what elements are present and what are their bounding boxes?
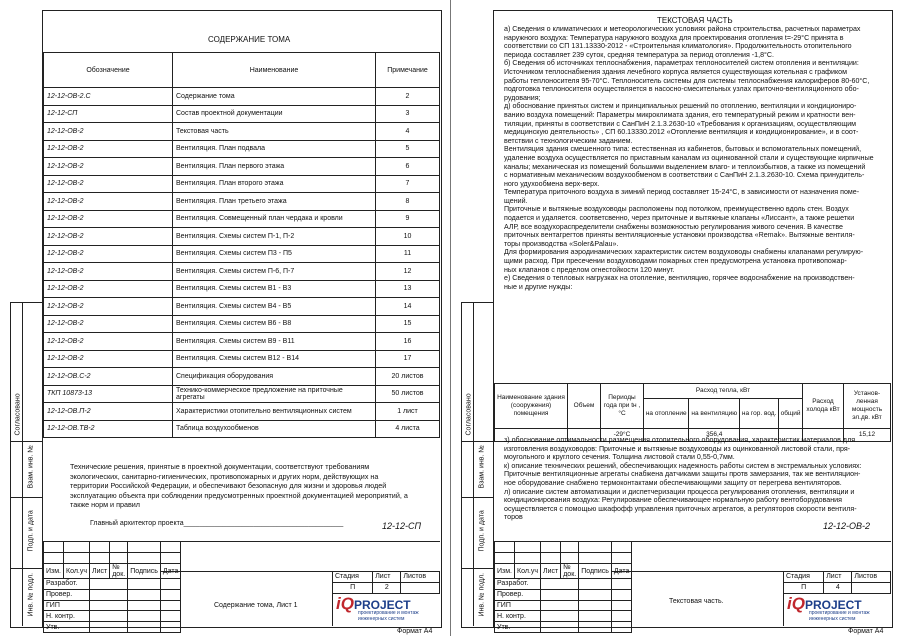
architect-line: Главный архитектор проекта_________________________________________	[90, 520, 344, 527]
row-designation: 12-12-ОВ-2	[44, 263, 173, 281]
text-line: ных клапанов с пределом огнестойкости 120 минут.	[504, 265, 675, 274]
row-name: Вентиляция. Схемы систем В1 - В3	[173, 280, 376, 298]
cell-period: -29°С	[601, 429, 644, 442]
contents-row	[44, 140, 440, 158]
col-cold: Расход холода кВт	[803, 384, 844, 429]
contents-row	[44, 368, 440, 386]
contents-row	[44, 123, 440, 141]
text-line: кондиционирования воздуха: Регулирование обеспечивающее нормальную работу вентоборудования	[504, 496, 842, 505]
change-col-1: Кол.уч	[515, 564, 541, 579]
cell-power: 15,12	[844, 429, 891, 442]
change-col-2: Лист	[541, 564, 561, 579]
text-line: рудования;	[504, 93, 541, 102]
text-line: каналы; механическая из помещений большими выделением влаго- и теплоизбытков, а также из помещений	[504, 162, 866, 171]
format-label: Формат А4	[848, 628, 884, 635]
stage-value: П	[333, 582, 373, 593]
contents-row	[44, 315, 440, 333]
row-name: Таблица воздухообменов	[173, 420, 376, 438]
row-name: Вентиляция. Схемы систем П-6, П-7	[173, 263, 376, 281]
revision-block	[43, 541, 181, 633]
row-name: Вентиляция. Схемы систем В6 - В8	[173, 315, 376, 333]
col-heat-heating: на отопление	[644, 399, 689, 429]
text-line: с нормативным механическим воздухообменом в соответствии с СанПиН 2.1.3.2630-10. Схема принудитель-	[504, 171, 865, 180]
text-line: б) Сведения об источниках теплоснабжения, параметрах теплоносителей систем отопления и вентиляции:	[504, 59, 859, 68]
company-logo	[336, 594, 438, 624]
text-line: ветствии с технологическим заданием.	[504, 136, 633, 145]
doc-code: 12-12-ОВ-2	[823, 521, 871, 531]
role-approved: Утв.	[44, 622, 90, 633]
text-line: Температура приточного воздуха в зимний период составляет 15-24°С, в зависимости от назначения поме-	[504, 188, 860, 197]
row-name: Вентиляция. План третьего этажа	[173, 193, 376, 211]
row-name: Вентиляция. Схемы систем В12 - В14	[173, 350, 376, 368]
contents-row	[44, 280, 440, 298]
row-designation: 12-12-ОВ-2.С	[44, 88, 173, 106]
text-line: ное оборудование снабжено термоконтактами обеспечивающими защиту от перегрева вентиляторов.	[504, 478, 842, 487]
text-line: е) Сведения о тепловых нагрузках на отопление, вентиляцию, горячее водоснабжение на производствен-	[504, 274, 855, 283]
side-inv-zam: Взам. инв. №	[478, 445, 486, 489]
text-line: ного удухообмена верх-верх.	[504, 179, 600, 188]
change-col-4: Подпись	[579, 564, 612, 579]
text-line: АЛР, все воздухораспределители снабжены возможностью регулирования живого сечения. В качестве	[504, 222, 843, 231]
doc-code: 12-12-СП	[382, 521, 422, 531]
row-note: 12	[376, 263, 440, 281]
row-designation: 12-12-ОВ.С-2	[44, 368, 173, 386]
row-name: Вентиляция. План первого этажа	[173, 158, 376, 176]
contents-row	[44, 333, 440, 351]
row-name: Текстовая часть	[173, 123, 376, 141]
row-designation: 12-12-ОВ-2	[44, 210, 173, 228]
side-inv-podl: Инв. № подл.	[478, 572, 486, 617]
stage-value: П	[784, 582, 824, 593]
row-name: Вентиляция. План второго этажа	[173, 175, 376, 193]
logo-main: PROJECT	[804, 598, 862, 612]
row-note: 4	[376, 123, 440, 141]
text-line: удаление воздуха осуществляется по приставным каналам из оцинкованной стали и существующие кирпичные	[504, 153, 874, 162]
logo-sub1: проектирование и монтаж	[358, 610, 419, 616]
text-line: моугольного и круглого сечения. Толщина листовой стали 0,55-0,7мм.	[504, 453, 735, 462]
role-gip: ГИП	[44, 600, 90, 611]
row-note: 14	[376, 298, 440, 316]
row-designation: 12-12-ОВ-2	[44, 315, 173, 333]
text-line: торы производства «Soler&Palau».	[504, 239, 619, 248]
text-line: щими расход. При пресечении воздуховодами пожарных стен предусмотрена установка противопожар-	[504, 257, 847, 266]
row-note: 15	[376, 315, 440, 333]
text-line: л) описание систем автоматизации и диспетчеризации процесса регулирования отопления, вентиляции и	[504, 487, 855, 496]
text-line: Источником теплоснабжения здания лечебного корпуса является существующая котельная с графиком	[504, 67, 847, 76]
side-strip	[10, 302, 43, 628]
text-line: ванию воздуха помещений: Параметры микроклимата здания, его температурный режим и кратности вен-	[504, 110, 856, 119]
text-line: медицинскую деятельность» , СП 60.13330.2012 «Отопление вентиляция и кондиционирование», и в соот-	[504, 128, 859, 137]
doc-name: Содержание тома, Лист 1	[214, 602, 298, 609]
row-name: Спецификация оборудования	[173, 368, 376, 386]
row-note: 13	[376, 280, 440, 298]
row-note: 8	[376, 193, 440, 211]
contents-row	[44, 298, 440, 316]
row-note: 20 листов	[376, 368, 440, 386]
stage-block	[783, 571, 891, 594]
stage-label: Стадия	[784, 572, 824, 583]
header-designation: Обозначение	[44, 53, 173, 88]
row-note: 6	[376, 158, 440, 176]
contents-row	[44, 403, 440, 421]
text-line: периода составляет 239 суток, средняя температура за период отопления -1,8°С.	[504, 50, 774, 59]
compliance-statement: Технические решения, принятые в проектной документации, соответствуют требованиям экологических, санитарно-гигиенических, противопожарных и других норм, действующих на территории Российской Федерации, и обеспечивают безопасную для жизни и здоровья людей эксплуатацию объекта при соблюдении предусмотренных проектной документацией мероприятий, а также норм и правил	[70, 462, 408, 509]
row-name: Состав проектной документации	[173, 105, 376, 123]
contents-title: СОДЕРЖАНИЕ ТОМА	[208, 35, 291, 44]
role-developer: Разработ.	[495, 579, 541, 590]
change-col-3: № док.	[110, 564, 128, 579]
change-col-0: Изм.	[495, 564, 515, 579]
sheets-label: Листов	[852, 572, 891, 583]
text-line: соответствии со СП 131.13330-2012 - «Строительная климатология». Продолжительность отопительного	[504, 42, 852, 51]
contents-row	[44, 228, 440, 246]
text-line: тиляции, приняты в соответствии с СанПиН 2.1.3.2630-10 «Требования к организациям, осуществляющим	[504, 119, 857, 128]
text-title: ТЕКСТОВАЯ ЧАСТЬ	[657, 16, 733, 25]
change-col-5: Дата	[611, 564, 632, 579]
contents-row	[44, 420, 440, 438]
col-heat-total: общий	[779, 399, 803, 429]
col-building: Наименование здания (сооружения) помещения	[495, 384, 568, 429]
text-line: наружного воздуха: Температура наружного воздуха для проектирования отопления t=-29°С принята в	[504, 33, 844, 42]
contents-row	[44, 105, 440, 123]
text-part-2	[504, 436, 888, 522]
logo-sub2: инженерных систем	[809, 615, 856, 622]
header-name: Наименование	[173, 53, 376, 88]
row-designation: 12-12-ОВ-2	[44, 333, 173, 351]
text-line: ные и другие нужды:	[504, 282, 573, 291]
row-note: 7	[376, 175, 440, 193]
row-designation: 12-12-ОВ-2	[44, 158, 173, 176]
change-col-3: № док.	[561, 564, 579, 579]
doc-name: Текстовая часть.	[669, 598, 724, 605]
sheet-value: 4	[824, 582, 852, 593]
row-designation: ТКП 10873-13	[44, 385, 173, 403]
row-note: 10	[376, 228, 440, 246]
row-designation: 12-12-ОВ-2	[44, 228, 173, 246]
text-line: приточных вентагрегтов приняты вентиляционные установки производства «Remak». Вытяжные вентиля-	[504, 231, 855, 240]
logo-prefix: iQ	[787, 594, 805, 613]
row-note: 17	[376, 350, 440, 368]
row-name: Вентиляция. Совмещенный план чердака и кровли	[173, 210, 376, 228]
row-note: 50 листов	[376, 385, 440, 403]
role-gip: ГИП	[495, 600, 541, 611]
text-line: торов	[504, 513, 523, 522]
col-volume: Объем	[568, 384, 601, 429]
contents-row	[44, 245, 440, 263]
text-part-1	[504, 25, 888, 291]
row-designation: 12-12-ОВ.П-2	[44, 403, 173, 421]
row-name: Вентиляция. Схемы систем П3 - П5	[173, 245, 376, 263]
contents-table	[43, 52, 440, 438]
side-podp-data: Подп. и дата	[478, 510, 486, 552]
change-col-4: Подпись	[128, 564, 161, 579]
text-line: работы теплоносителя 95-70°С. Теплоноситель системы для системы теплоснабжения калориферов 80-60°С,	[504, 76, 870, 85]
role-norm-control: Н. контр.	[495, 611, 541, 622]
row-designation: 12-12-ОВ-2	[44, 193, 173, 211]
contents-row	[44, 350, 440, 368]
text-line: изготовления воздуховодов: Приточные и вытяжные воздуховоды из оцинкованной листовой стали, пря-	[504, 444, 851, 453]
row-designation: 12-12-ОВ-2	[44, 280, 173, 298]
row-note: 11	[376, 245, 440, 263]
side-agreed: Согласовано	[465, 393, 473, 436]
side-inv-zam: Взам. инв. №	[27, 445, 35, 489]
row-designation: 12-12-ОВ-2	[44, 123, 173, 141]
format-label: Формат А4	[397, 628, 433, 635]
row-designation: 12-12-СП	[44, 105, 173, 123]
text-line: подается и удаляется. соответсвенно, через приточные и вытяжные клапаны «Лиссант», а также решетки	[504, 214, 855, 223]
row-designation: 12-12-ОВ-2	[44, 298, 173, 316]
side-inv-podl: Инв. № подл.	[27, 572, 35, 617]
row-note: 4 листа	[376, 420, 440, 438]
row-designation: 12-12-ОВ-2	[44, 350, 173, 368]
role-developer: Разработ.	[44, 579, 90, 590]
col-periods: Периоды года при tн , °С	[601, 384, 644, 429]
cell-vent: 356,4	[689, 429, 740, 442]
role-checker: Провер.	[495, 589, 541, 600]
logo-prefix: iQ	[336, 594, 354, 613]
logo-sub1: проектирование и монтаж	[809, 610, 870, 616]
text-line: Для формирования аэродинамических характеристик систем воздуховоды снабжены клапанами регулирую-	[504, 248, 864, 257]
logo-sub2: инженерных систем	[358, 615, 405, 622]
row-designation: 12-12-ОВ-2	[44, 175, 173, 193]
change-col-2: Лист	[90, 564, 110, 579]
contents-row	[44, 88, 440, 106]
text-line: подготовка теплоносителя осуществляется в насосно-смесительных узлах приточно-вентиляционного обо-	[504, 85, 859, 94]
sheet-label: Лист	[373, 572, 401, 583]
text-line: Приточные вентиляционные агрегаты снабжена датчиками защиты протв замерзания, так же вентиляцион-	[504, 470, 861, 479]
contents-row	[44, 158, 440, 176]
side-strip	[461, 302, 494, 628]
row-name: Вентиляция. Схемы систем В9 - В11	[173, 333, 376, 351]
row-note: 1 лист	[376, 403, 440, 421]
row-designation: 12-12-ОВ.ТВ-2	[44, 420, 173, 438]
contents-row	[44, 175, 440, 193]
row-note: 2	[376, 88, 440, 106]
architect-label: Главный архитектор проекта	[90, 520, 184, 527]
sheet-value: 2	[373, 582, 401, 593]
change-col-0: Изм.	[44, 564, 64, 579]
row-name: Характеристики отопительно вентиляционных систем	[173, 403, 376, 421]
role-approved: Утв.	[495, 622, 541, 633]
contents-row	[44, 263, 440, 281]
col-power: Установ-ленная мощность эл.дв. кВт	[844, 384, 891, 429]
col-heat-water: на гор. вод.	[740, 399, 779, 429]
contents-row	[44, 385, 440, 403]
revision-block	[494, 541, 632, 633]
row-designation: 12-12-ОВ-2	[44, 245, 173, 263]
row-note: 9	[376, 210, 440, 228]
row-designation: 12-12-ОВ-2	[44, 140, 173, 158]
sheets-label: Листов	[401, 572, 440, 583]
text-line: щений.	[504, 196, 528, 205]
row-note: 16	[376, 333, 440, 351]
sheet-text	[450, 0, 900, 636]
stage-label: Стадия	[333, 572, 373, 583]
text-line: з) обоснование оптимальности размещения отопительного оборудования, характеристик материалов для	[504, 436, 856, 444]
text-line: осуществляется с помощью шкафофф управления приточных агрегатов, а регуляторов скорости вентиля-	[504, 504, 857, 513]
logo-main: PROJECT	[353, 598, 411, 612]
change-col-5: Дата	[160, 564, 181, 579]
row-name: Технико-коммерческое предложение на приточные агрегаты	[173, 385, 376, 403]
text-line: а) Сведения о климатических и метеорологических условиях района строительства, расчетных параметрах	[504, 25, 861, 33]
row-name: Содержание тома	[173, 88, 376, 106]
row-name: Вентиляция. Схемы систем В4 - В5	[173, 298, 376, 316]
company-logo	[787, 594, 889, 624]
row-note: 3	[376, 105, 440, 123]
col-heat-vent: на вентиляцию	[689, 399, 740, 429]
sheet-label: Лист	[824, 572, 852, 583]
row-name: Вентиляция. План подвала	[173, 140, 376, 158]
header-note: Примечание	[376, 53, 440, 88]
row-note: 5	[376, 140, 440, 158]
contents-row	[44, 210, 440, 228]
text-line: Приточные и вытяжные воздуховоды расположены под потолком, преимущественно вдоль стен. Воздух	[504, 205, 849, 214]
role-norm-control: Н. контр.	[44, 611, 90, 622]
stage-block	[332, 571, 440, 594]
text-line: Вентиляция здания смешенного типа: естественная из кабинетов, бытовых и вспомогательных помещений,	[504, 145, 862, 154]
contents-row	[44, 193, 440, 211]
col-heat: Расход тепла, кВт	[644, 384, 803, 399]
side-agreed: Согласовано	[14, 393, 22, 436]
text-line: к) описание технических решений, обеспечивающих надежность работы систем в экстремальных условиях:	[504, 461, 862, 470]
role-checker: Провер.	[44, 589, 90, 600]
side-podp-data: Подп. и дата	[27, 510, 35, 552]
change-col-1: Кол.уч	[64, 564, 90, 579]
heat-load-table	[494, 383, 891, 442]
text-line: д) обоснование принятых систем и принципиальных решений по отоплению, вентиляции и кондициониро-	[504, 102, 857, 111]
row-name: Вентиляция. Схемы систем П-1, П-2	[173, 228, 376, 246]
